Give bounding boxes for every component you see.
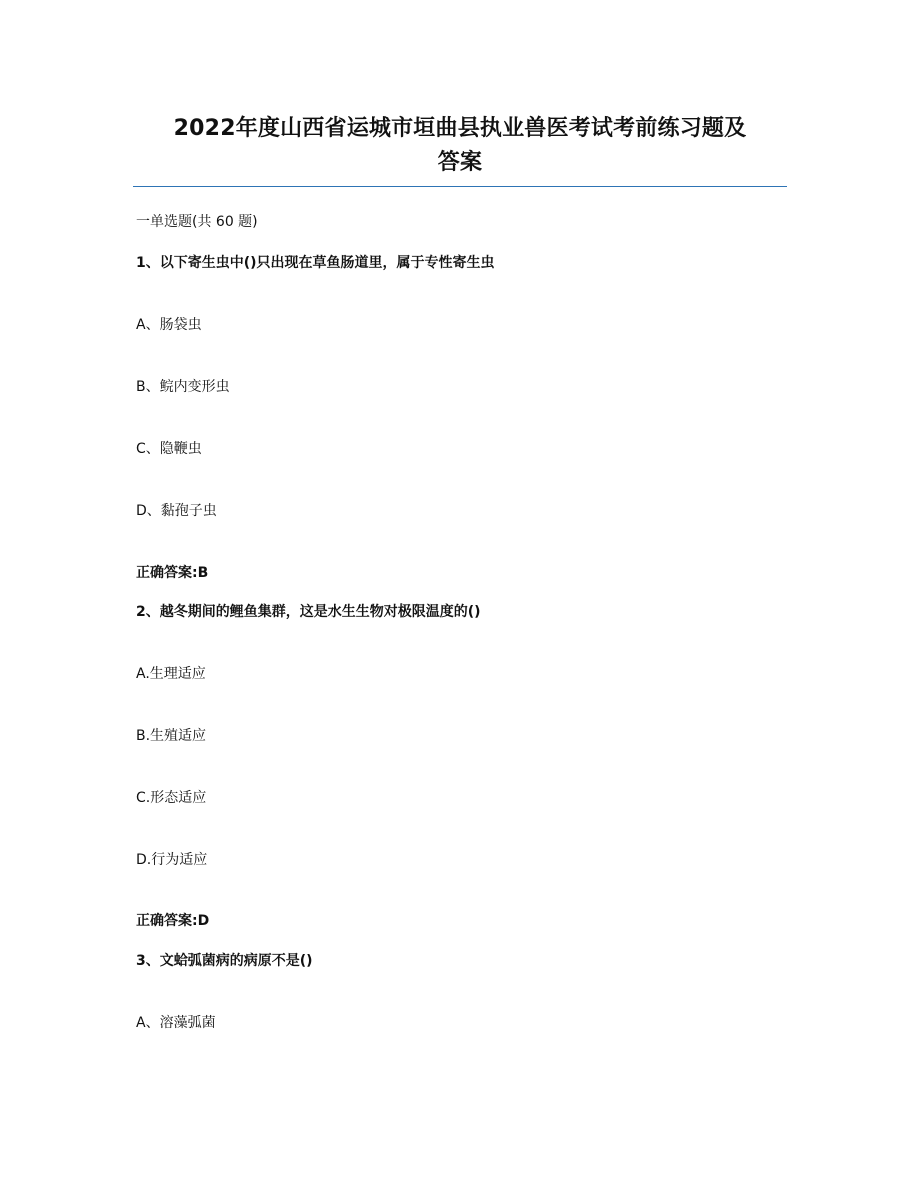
section-header: 一单选题(共 60 题) <box>136 214 258 230</box>
title-line-1: 2022年度山西省运城市垣曲县执业兽医考试考前练习题及 <box>173 116 747 141</box>
question-2-answer: 正确答案:D <box>136 913 210 929</box>
question-1-option-d: D、黏孢子虫 <box>136 503 217 519</box>
question-1-option-a: A、肠袋虫 <box>136 317 202 333</box>
title-divider <box>133 186 787 187</box>
question-1-option-c: C、隐鞭虫 <box>136 441 202 457</box>
question-1-stem: 1、以下寄生虫中()只出现在草鱼肠道里，属于专性寄生虫 <box>136 255 495 271</box>
question-1-option-b: B、鲩内变形虫 <box>136 379 230 395</box>
question-3-option-a: A、溶藻弧菌 <box>136 1015 216 1031</box>
question-2-stem: 2、越冬期间的鲤鱼集群，这是水生生物对极限温度的() <box>136 604 481 620</box>
question-2-option-c: C.形态适应 <box>136 790 207 806</box>
question-1-answer: 正确答案:B <box>136 565 209 581</box>
question-3-stem: 3、文蛤弧菌病的病原不是() <box>136 953 313 969</box>
title-line-2: 答案 <box>437 150 483 175</box>
question-2-option-b: B.生殖适应 <box>136 728 207 744</box>
document-title <box>133 112 787 180</box>
question-2-option-a: A.生理适应 <box>136 666 206 682</box>
question-2-option-d: D.行为适应 <box>136 852 208 868</box>
